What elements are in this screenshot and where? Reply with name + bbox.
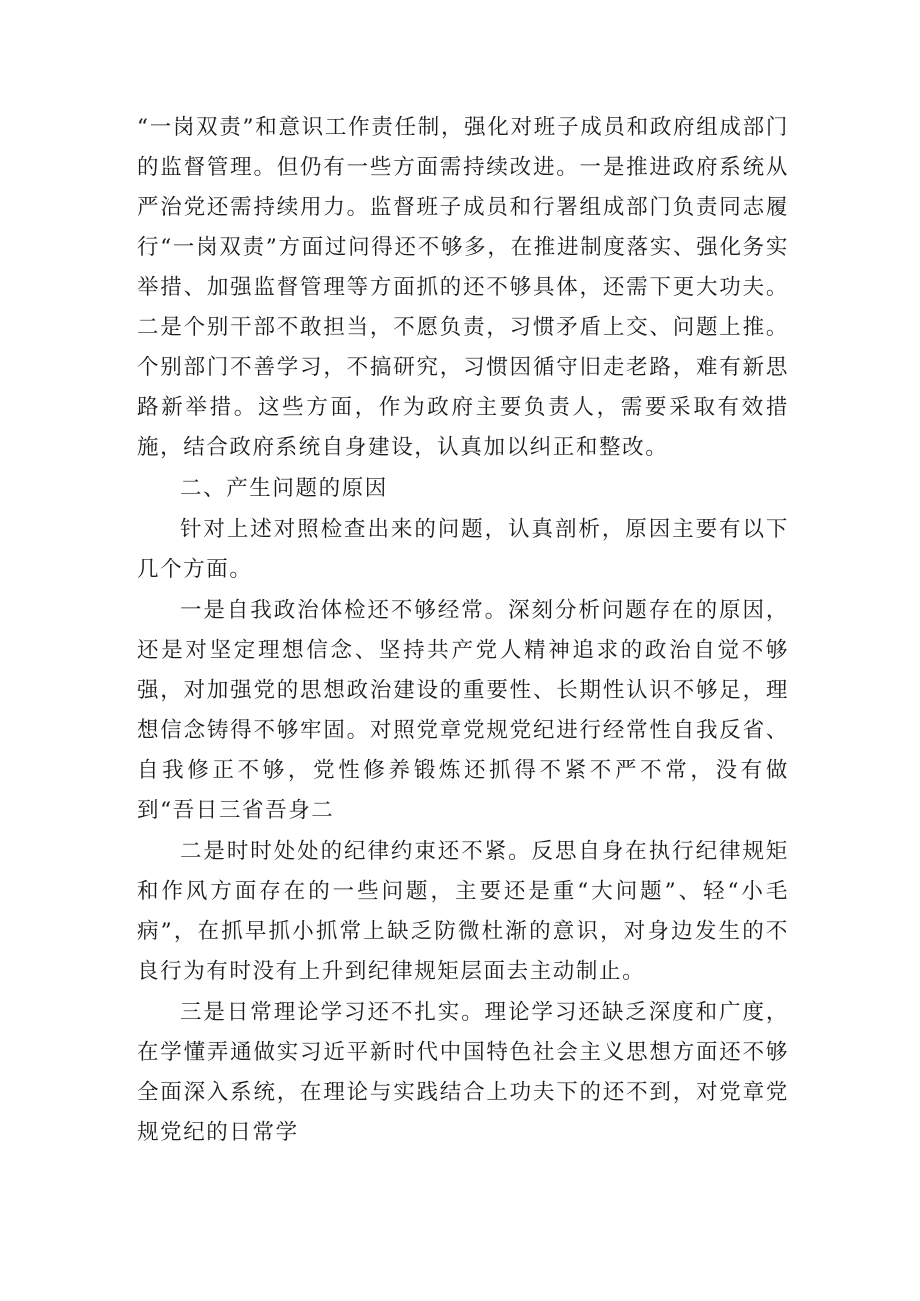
document-page [137,108,789,1154]
paragraph-3: 针对上述对照检查出来的问题，认真剖析，原因主要有以下几个方面。 [137,517,789,582]
paragraph-1: “一岗双责”和意识工作责任制，强化对班子成员和政府组成部门的监督管理。但仍有一些方面需持续改进。一是推进政府系统从严治党还需持续用力。监督班子成员和行署组成部门负责同志履行“一岗双责”方面过问得还不够多，在推进制度落实、强化务实举措、加强监督管理等方面抓的还不够具体，还需下更大功夫。二是个别干部不敢担当，不愿负责，习惯矛盾上交、问题上推。个别部门不善学习，不搞研究，习惯因循守旧走老路，难有新思路新举措。这些方面，作为政府主要负责人，需要采取有效措施，结合政府系统自身建设，认真加以纠正和整改。 [137,115,789,460]
paragraph-5: 二是时时处处的纪律约束还不紧。反思自身在执行纪律规矩和作风方面存在的一些问题，主要还是重“大问题”、轻“小毛病”，在抓早抓小抓常上缺乏防微杜渐的意识，对身边发生的不良行为有时没有上升到纪律规矩层面去主动制止。 [137,839,789,984]
paragraph-4: 一是自我政治体检还不够经常。深刻分析问题存在的原因，还是对坚定理想信念、坚持共产党人精神追求的政治自觉不够强，对加强党的思想政治建设的重要性、长期性认识不够足，理想信念铸得不够牢固。对照党章党规党纪进行经常性自我反省、自我修正不够，党性修养锻炼还抓得不紧不严不常，没有做到“吾日三省吾身二 [137,598,789,823]
section-heading-causes: 二、产生问题的原因 [180,476,388,501]
paragraph-6: 三是日常理论学习还不扎实。理论学习还缺乏深度和广度，在学懂弄通做实习近平新时代中国特色社会主义思想方面还不够全面深入系统，在理论与实践结合上功夫下的还不到，对党章党规党纪的日常学 [137,1000,789,1145]
